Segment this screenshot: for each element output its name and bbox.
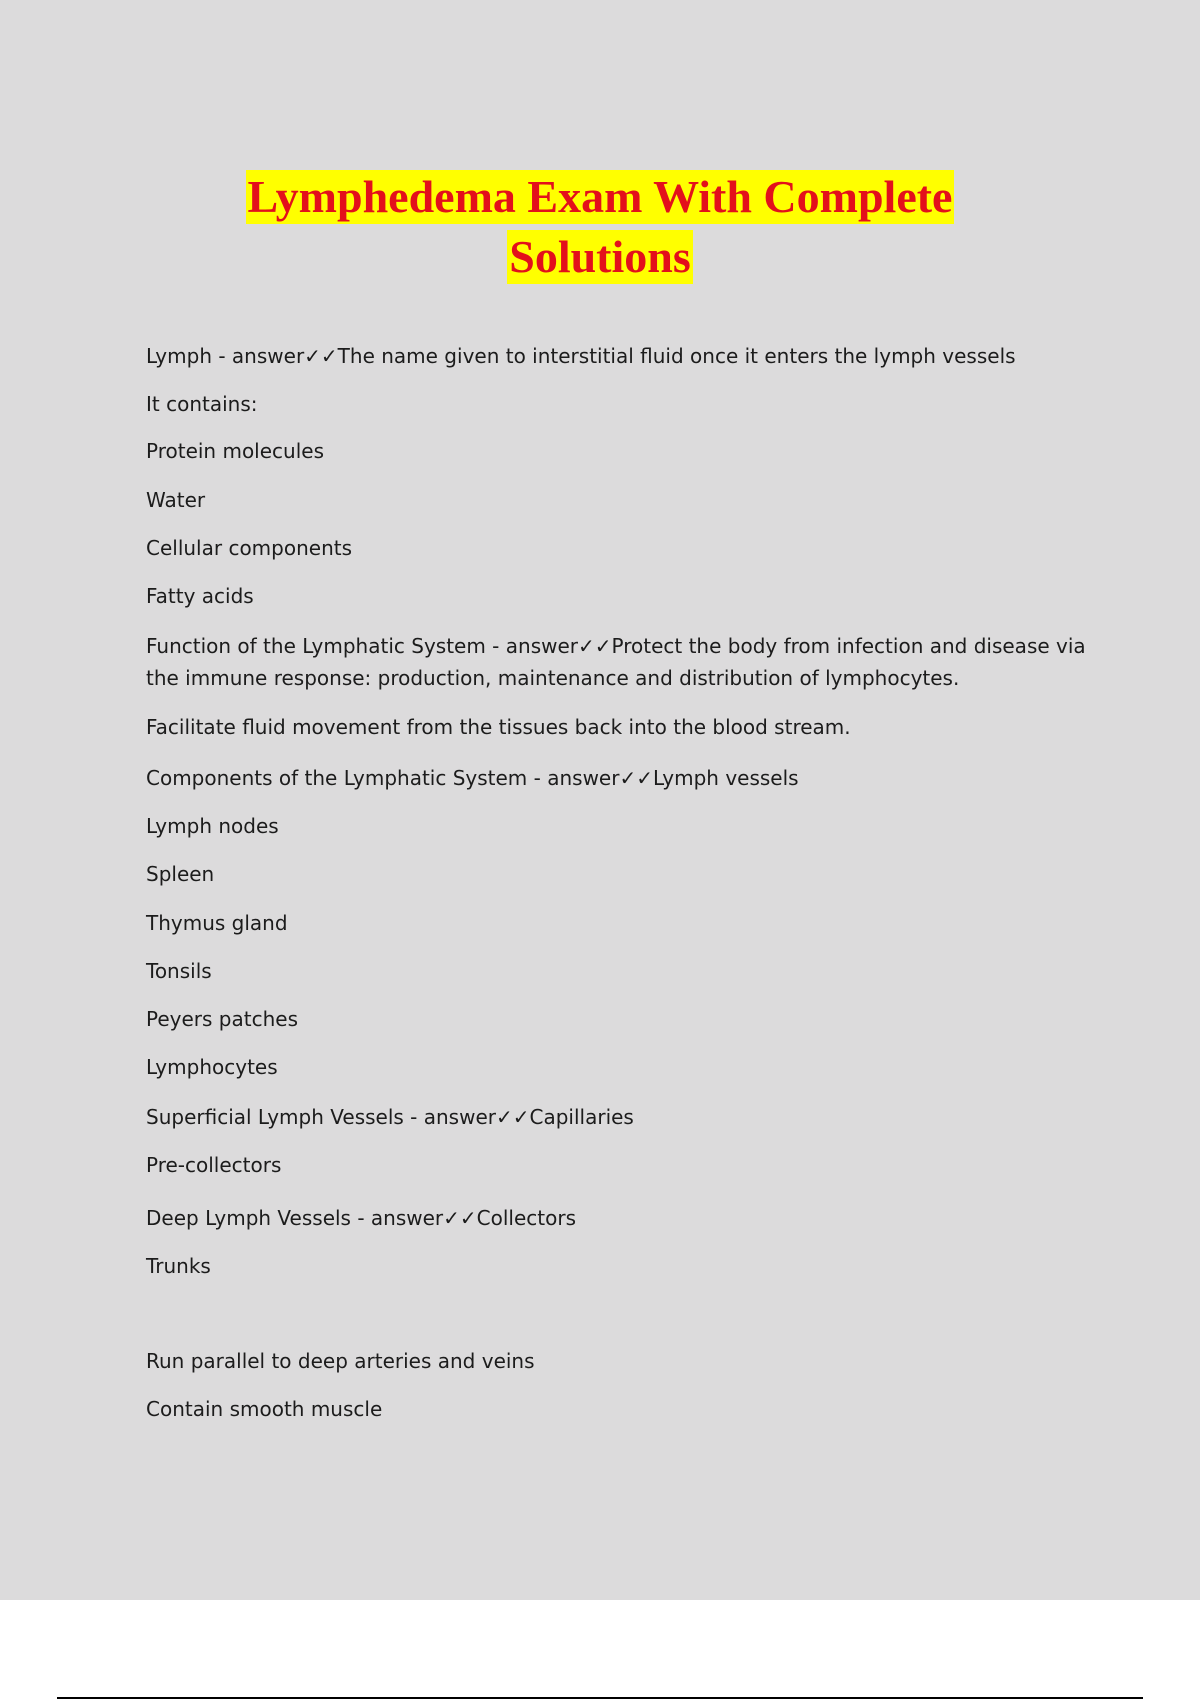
list-item: Contain smooth muscle xyxy=(146,1397,383,1421)
list-item: Tonsils xyxy=(146,959,212,983)
document-title xyxy=(0,170,1200,290)
list-item: Lymph nodes xyxy=(146,814,279,838)
footer-divider xyxy=(57,1697,1143,1699)
list-item: Lymphocytes xyxy=(146,1055,278,1079)
list-item: Protein molecules xyxy=(146,439,324,463)
list-item: Trunks xyxy=(146,1254,211,1278)
list-item: Water xyxy=(146,488,206,512)
list-item: Spleen xyxy=(146,862,215,886)
qa-lymph: Lymph - answer✓✓The name given to interstitial fluid once it enters the lymph vessels xyxy=(146,344,1016,368)
list-item: Pre-collectors xyxy=(146,1153,282,1177)
qa-components-lymphatic-system: Components of the Lymphatic System - answer✓✓Lymph vessels xyxy=(146,766,799,790)
qa-deep-lymph-vessels: Deep Lymph Vessels - answer✓✓Collectors xyxy=(146,1206,576,1230)
list-item: Cellular components xyxy=(146,536,353,560)
list-item: Peyers patches xyxy=(146,1007,298,1031)
title-line-2: Solutions xyxy=(509,231,691,282)
text-facilitate-fluid: Facilitate fluid movement from the tissues back into the blood stream. xyxy=(146,715,851,739)
list-item: Thymus gland xyxy=(146,911,288,935)
list-item: Fatty acids xyxy=(146,584,254,608)
text-it-contains: It contains: xyxy=(146,392,258,416)
title-line-1: Lymphedema Exam With Complete xyxy=(247,171,953,222)
qa-superficial-lymph-vessels: Superficial Lymph Vessels - answer✓✓Capillaries xyxy=(146,1105,634,1129)
list-item: Run parallel to deep arteries and veins xyxy=(146,1349,535,1373)
qa-function-lymphatic-system: Function of the Lymphatic System - answer✓✓Protect the body from infection and disease via the immune response: production, maintenance and distribution of lymphocytes. xyxy=(146,634,1086,690)
